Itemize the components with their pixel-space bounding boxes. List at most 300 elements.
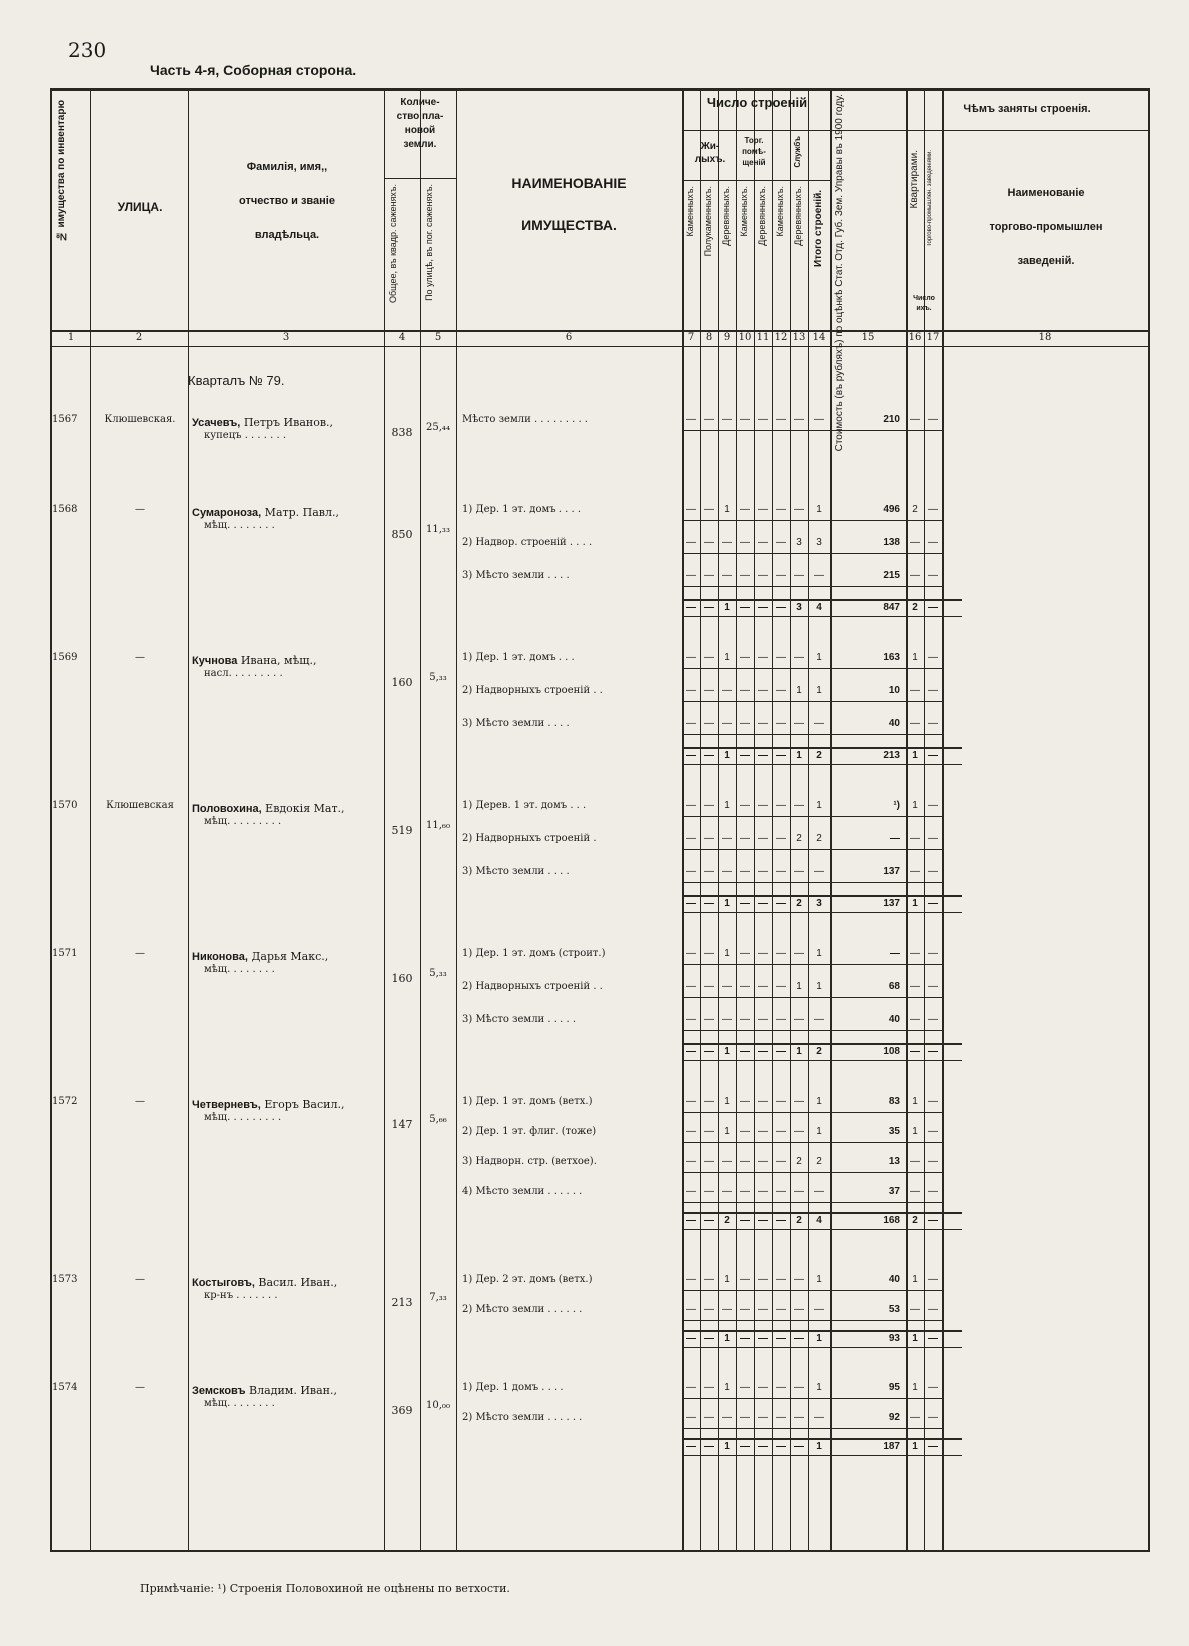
total-c16: 2 — [912, 602, 918, 613]
entry-number: 1574 — [52, 1382, 78, 1393]
total-c14: 4 — [816, 1215, 822, 1226]
total-c14: 1 — [816, 1441, 822, 1452]
row-rule — [682, 1330, 962, 1332]
total-c9: 1 — [724, 1333, 730, 1344]
owner-given-names: Петръ Иванов., — [240, 416, 334, 429]
item-c16: — — [910, 833, 920, 844]
item-c7: — — [686, 1274, 696, 1285]
header-owner: Фамилія, имя,, — [246, 161, 328, 173]
item-name: 1) Дер. 1 домъ . . . . — [462, 1382, 564, 1393]
row-rule — [682, 1172, 942, 1173]
total-c11: — — [758, 1441, 768, 1452]
item-c11: — — [758, 800, 768, 811]
item-c15: 35 — [888, 1126, 900, 1137]
item-c7: — — [686, 1412, 696, 1423]
column-number: 7 — [687, 332, 695, 343]
total-c9: 1 — [724, 750, 730, 761]
total-c13: 1 — [796, 750, 802, 761]
owner-surname: Земсковъ — [192, 1385, 246, 1397]
owner-given-names: Владим. Иван., — [245, 1384, 338, 1397]
item-c17: — — [928, 570, 938, 581]
item-c17: — — [928, 1412, 938, 1423]
total-c7: — — [686, 898, 696, 909]
item-c8: — — [704, 414, 714, 425]
column-rule — [188, 88, 189, 1550]
item-c10: — — [740, 1382, 750, 1393]
owner-given-names: Ивана, мѣщ., — [237, 654, 317, 667]
header-service-group: Службъ — [793, 136, 802, 168]
item-name: 3) Мѣсто земли . . . . — [462, 866, 570, 877]
item-c11: — — [758, 1156, 768, 1167]
item-c15: 68 — [888, 981, 900, 992]
item-c13: — — [794, 1274, 804, 1285]
item-c13: — — [794, 1304, 804, 1315]
total-c17: — — [928, 602, 938, 613]
item-c16: — — [910, 866, 920, 877]
total-c14: 2 — [816, 1046, 822, 1057]
item-c7: — — [686, 1014, 696, 1025]
page-number: 230 — [68, 38, 107, 62]
item-name: 2) Мѣсто земли . . . . . . — [462, 1304, 583, 1315]
header-count-label: ихъ. — [916, 305, 932, 312]
total-c9: 1 — [724, 1046, 730, 1057]
item-c14: 1 — [816, 652, 822, 663]
total-c10: — — [740, 1046, 750, 1057]
total-c13: 2 — [796, 1215, 802, 1226]
item-c8: — — [704, 800, 714, 811]
owner-given-names: Васил. Иван., — [254, 1276, 338, 1289]
item-c17: — — [928, 866, 938, 877]
column-number: 10 — [738, 332, 752, 343]
item-c17: — — [928, 685, 938, 696]
item-c17: — — [928, 1274, 938, 1285]
item-c16: — — [910, 1186, 920, 1197]
item-c10: — — [740, 1014, 750, 1025]
header-apartments: Квартирами. — [909, 150, 920, 209]
item-c17: — — [928, 1186, 938, 1197]
owner-surname: Костыговъ, — [192, 1277, 255, 1289]
row-rule — [682, 1347, 962, 1348]
header-c11: Деревянныхъ. — [757, 186, 767, 246]
row-rule — [682, 553, 942, 554]
row-rule — [682, 430, 942, 431]
total-c11: — — [758, 1215, 768, 1226]
item-c12: — — [776, 981, 786, 992]
header-valuation: Стоимость (въ рубляхъ) по оцѣнкѣ Стат. Отд. Губ. Зем. Управы въ 1900 году. — [834, 94, 845, 452]
item-c8: — — [704, 504, 714, 515]
item-name: 4) Мѣсто земли . . . . . . — [462, 1186, 583, 1197]
item-c11: — — [758, 981, 768, 992]
footnote: Примѣчаніе: ¹) Строенія Половохиной не оцѣнены по ветхости. — [140, 1582, 510, 1595]
entry-street: Клюшевская. — [104, 414, 176, 425]
row-rule — [384, 178, 456, 179]
item-c11: — — [758, 1126, 768, 1137]
column-number: 14 — [812, 332, 826, 343]
item-c8: — — [704, 570, 714, 581]
item-c7: — — [686, 948, 696, 959]
item-c16: 1 — [912, 1274, 918, 1285]
item-c16: 1 — [912, 800, 918, 811]
item-c8: — — [704, 1382, 714, 1393]
column-number: 17 — [926, 332, 940, 343]
total-c16: 1 — [912, 750, 918, 761]
item-c12: — — [776, 1382, 786, 1393]
item-c14: 1 — [816, 948, 822, 959]
item-c8: — — [704, 981, 714, 992]
column-number: 5 — [434, 332, 442, 343]
total-c16: — — [910, 1046, 920, 1057]
total-c9: 1 — [724, 1441, 730, 1452]
header-land-group: земли. — [403, 139, 437, 150]
row-rule — [682, 1455, 962, 1456]
item-c11: — — [758, 537, 768, 548]
item-c8: — — [704, 1156, 714, 1167]
entry-owner — [192, 506, 382, 519]
item-c8: — — [704, 1412, 714, 1423]
entry-owner — [192, 1384, 382, 1397]
row-rule — [682, 1112, 942, 1113]
item-c8: — — [704, 1186, 714, 1197]
item-c10: — — [740, 537, 750, 548]
item-c7: — — [686, 685, 696, 696]
item-c9: — — [722, 1304, 732, 1315]
item-c7: — — [686, 414, 696, 425]
item-c10: — — [740, 1412, 750, 1423]
total-c17: — — [928, 898, 938, 909]
row-rule — [682, 849, 942, 850]
row-rule — [682, 616, 962, 617]
header-owner: владѣльца. — [254, 229, 320, 241]
item-c13: — — [794, 1382, 804, 1393]
row-rule — [682, 1438, 962, 1440]
total-c7: — — [686, 602, 696, 613]
item-c13: — — [794, 504, 804, 515]
total-c13: 3 — [796, 602, 802, 613]
item-c12: — — [776, 1186, 786, 1197]
item-c14: — — [814, 718, 824, 729]
row-rule — [682, 668, 942, 669]
item-c9: — — [722, 685, 732, 696]
column-rule — [384, 88, 385, 1550]
column-rule — [90, 88, 91, 1550]
header-buildings-group: Число строеній — [706, 95, 808, 110]
column-number: 2 — [135, 332, 143, 343]
item-c15: 53 — [888, 1304, 900, 1315]
item-name: 3) Мѣсто земли . . . . . — [462, 1014, 576, 1025]
item-c8: — — [704, 685, 714, 696]
total-c17: — — [928, 1333, 938, 1344]
item-c14: — — [814, 1412, 824, 1423]
row-rule — [682, 1320, 942, 1321]
item-name: 2) Надвор. строеній . . . . — [462, 537, 593, 548]
header-living-group: Жи- — [700, 141, 720, 152]
entry-number: 1567 — [52, 414, 78, 425]
item-c15: 92 — [888, 1412, 900, 1423]
header-enterprise-name: заведеній. — [1017, 255, 1075, 267]
item-c10: — — [740, 1274, 750, 1285]
item-name: Мѣсто земли . . . . . . . . . — [462, 414, 588, 425]
total-c10: — — [740, 602, 750, 613]
item-c13: — — [794, 414, 804, 425]
entry-street: — — [135, 1382, 145, 1393]
item-c10: — — [740, 1156, 750, 1167]
item-c14: 2 — [816, 833, 822, 844]
header-c13: Деревянныхъ. — [793, 186, 803, 246]
entry-owner — [192, 654, 382, 667]
entry-owner — [192, 950, 382, 963]
item-c10: — — [740, 1304, 750, 1315]
total-c12: — — [776, 602, 786, 613]
header-c7: Каменныхъ. — [685, 186, 695, 237]
header-enterprise-name: Наименованіе — [1007, 187, 1085, 199]
item-c12: — — [776, 866, 786, 877]
header-living-group: лыхъ. — [694, 154, 726, 165]
header-c10: Каменныхъ. — [739, 186, 749, 237]
column-number: 12 — [774, 332, 788, 343]
entry-street: — — [135, 1274, 145, 1285]
row-rule — [682, 1202, 942, 1203]
total-c8: — — [704, 1441, 714, 1452]
total-c9: 1 — [724, 602, 730, 613]
item-c16: — — [910, 981, 920, 992]
total-c8: — — [704, 1046, 714, 1057]
row-rule — [682, 520, 942, 521]
entry-owner — [192, 1098, 382, 1111]
item-c10: — — [740, 1186, 750, 1197]
item-c7: — — [686, 652, 696, 663]
header-land-group: новой — [404, 125, 436, 136]
item-c7: — — [686, 1382, 696, 1393]
total-c12: — — [776, 1215, 786, 1226]
item-c16: — — [910, 1304, 920, 1315]
item-c17: — — [928, 1304, 938, 1315]
item-c14: 1 — [816, 800, 822, 811]
total-c14: 3 — [816, 898, 822, 909]
item-c14: 3 — [816, 537, 822, 548]
column-number: 16 — [908, 332, 922, 343]
owner-given-names: Матр. Павл., — [261, 506, 339, 519]
row-rule — [682, 997, 942, 998]
header-occupied-group: Чѣмъ заняты строенія. — [963, 103, 1091, 115]
header-property-name: ИМУЩЕСТВА. — [521, 217, 617, 233]
row-rule — [682, 586, 942, 587]
column-number: 11 — [756, 332, 770, 343]
entry-owner-class: мѣщ. . . . . . . . . — [204, 1112, 282, 1123]
item-c10: — — [740, 981, 750, 992]
item-c14: 1 — [816, 1274, 822, 1285]
total-c15: 93 — [888, 1333, 900, 1344]
item-name: 3) Мѣсто земли . . . . — [462, 570, 570, 581]
row-rule — [682, 734, 942, 735]
item-c8: — — [704, 718, 714, 729]
entry-owner-class: мѣщ. . . . . . . . — [204, 520, 275, 531]
item-c11: — — [758, 570, 768, 581]
entry-street-front: 11,₃₃ — [426, 524, 450, 535]
owner-surname: Никонова, — [192, 951, 248, 963]
item-c8: — — [704, 1014, 714, 1025]
item-c14: — — [814, 1304, 824, 1315]
item-c15: 138 — [883, 537, 900, 548]
header-enterprise-name: торгово-промышлен — [989, 221, 1103, 233]
item-c9: 1 — [724, 504, 730, 515]
entry-owner-class: мѣщ. . . . . . . . — [204, 964, 275, 975]
item-c11: — — [758, 1274, 768, 1285]
item-name: 2) Мѣсто земли . . . . . . — [462, 1412, 583, 1423]
header-count-label: Число — [913, 295, 935, 302]
item-c9: — — [722, 866, 732, 877]
total-c13: — — [794, 1333, 804, 1344]
row-rule — [682, 1060, 962, 1061]
entry-street: — — [135, 948, 145, 959]
entry-owner-class: мѣщ. . . . . . . . — [204, 1398, 275, 1409]
item-c13: — — [794, 948, 804, 959]
item-c17: — — [928, 1096, 938, 1107]
item-c13: — — [794, 1096, 804, 1107]
item-c15: 40 — [888, 718, 900, 729]
item-c13: — — [794, 652, 804, 663]
item-c12: — — [776, 833, 786, 844]
item-c11: — — [758, 414, 768, 425]
item-c14: 1 — [816, 1126, 822, 1137]
item-c16: 1 — [912, 1382, 918, 1393]
item-c8: — — [704, 948, 714, 959]
item-c7: — — [686, 1304, 696, 1315]
item-c11: — — [758, 1186, 768, 1197]
item-c11: — — [758, 1304, 768, 1315]
header-trade-group: помѣ- — [742, 147, 766, 156]
item-c10: — — [740, 718, 750, 729]
item-name: 1) Дер. 1 эт. домъ (ветх.) — [462, 1096, 593, 1107]
item-c15: 13 — [888, 1156, 900, 1167]
item-c8: — — [704, 1274, 714, 1285]
total-c7: — — [686, 750, 696, 761]
item-c12: — — [776, 1274, 786, 1285]
total-c14: 4 — [816, 602, 822, 613]
item-c14: — — [814, 414, 824, 425]
running-head: Часть 4-я, Соборная сторона. — [150, 62, 357, 78]
item-c13: — — [794, 1412, 804, 1423]
item-c7: — — [686, 1126, 696, 1137]
entry-street: Клюшевская — [106, 800, 174, 811]
item-c9: — — [722, 1186, 732, 1197]
total-c11: — — [758, 898, 768, 909]
header-total-area: Общее, въ квадр. саженяхъ. — [388, 184, 398, 303]
total-c15: 187 — [883, 1441, 900, 1452]
total-c7: — — [686, 1441, 696, 1452]
entry-owner-class: насл. . . . . . . . . — [204, 668, 283, 679]
row-rule — [682, 1030, 942, 1031]
entry-number: 1568 — [52, 504, 78, 515]
row-rule — [682, 895, 962, 897]
entry-street-front: 10,₀₀ — [426, 1400, 450, 1411]
total-c15: 108 — [883, 1046, 900, 1057]
item-c15: 496 — [883, 504, 900, 515]
row-rule — [682, 599, 962, 601]
item-c9: 1 — [724, 1274, 730, 1285]
total-c13: 1 — [796, 1046, 802, 1057]
total-c9: 1 — [724, 898, 730, 909]
item-c15: 210 — [883, 414, 900, 425]
row-rule — [682, 1290, 942, 1291]
entry-number: 1572 — [52, 1096, 78, 1107]
item-c17: — — [928, 1126, 938, 1137]
entry-area: 160 — [391, 972, 413, 985]
item-c9: — — [722, 1014, 732, 1025]
item-c11: — — [758, 652, 768, 663]
owner-surname: Половохина, — [192, 803, 262, 815]
total-c8: — — [704, 1333, 714, 1344]
entry-number: 1569 — [52, 652, 78, 663]
item-c12: — — [776, 800, 786, 811]
total-c8: — — [704, 1215, 714, 1226]
entry-owner-class: купецъ . . . . . . . — [204, 430, 287, 441]
column-number: 1 — [67, 332, 75, 343]
item-c12: — — [776, 537, 786, 548]
item-c16: — — [910, 948, 920, 959]
item-c10: — — [740, 1096, 750, 1107]
item-c9: — — [722, 570, 732, 581]
item-c14: 1 — [816, 1096, 822, 1107]
entry-street-front: 5,₃₃ — [429, 672, 447, 683]
total-c15: 213 — [883, 750, 900, 761]
item-c7: — — [686, 833, 696, 844]
owner-surname: Сумароноза, — [192, 507, 262, 519]
row-rule — [906, 130, 1148, 131]
item-name: 1) Дер. 2 эт. домъ (ветх.) — [462, 1274, 593, 1285]
item-c14: 2 — [816, 1156, 822, 1167]
total-c7: — — [686, 1046, 696, 1057]
item-c17: — — [928, 800, 938, 811]
item-c13: 1 — [796, 981, 802, 992]
item-c16: 1 — [912, 652, 918, 663]
entry-area: 369 — [391, 1404, 413, 1417]
item-c17: — — [928, 504, 938, 515]
item-c9: 1 — [724, 1126, 730, 1137]
item-c10: — — [740, 414, 750, 425]
entry-street-front: 7,₃₃ — [429, 1292, 447, 1303]
column-number: 9 — [723, 332, 731, 343]
total-c17: — — [928, 750, 938, 761]
entry-street: — — [135, 1096, 145, 1107]
column-number: 8 — [705, 332, 713, 343]
row-rule — [682, 747, 962, 749]
item-c17: — — [928, 948, 938, 959]
item-c17: — — [928, 652, 938, 663]
item-c11: — — [758, 718, 768, 729]
item-c15: 83 — [888, 1096, 900, 1107]
item-c17: — — [928, 1014, 938, 1025]
total-c11: — — [758, 1333, 768, 1344]
item-c16: 1 — [912, 1096, 918, 1107]
entry-street-front: 25,₄₄ — [426, 422, 450, 433]
item-c17: — — [928, 833, 938, 844]
item-c11: — — [758, 1382, 768, 1393]
item-name: 3) Мѣсто земли . . . . — [462, 718, 570, 729]
item-c15: 137 — [883, 866, 900, 877]
total-c16: 1 — [912, 1333, 918, 1344]
item-c13: 3 — [796, 537, 802, 548]
total-c16: 1 — [912, 898, 918, 909]
row-rule — [682, 1428, 942, 1429]
row-rule — [52, 346, 1148, 347]
item-name: 2) Надворныхъ строеній . . — [462, 981, 603, 992]
item-c7: — — [686, 1186, 696, 1197]
item-c9: 1 — [724, 800, 730, 811]
item-c9: 1 — [724, 1382, 730, 1393]
item-name: 1) Дер. 1 эт. домъ . . . . — [462, 504, 582, 515]
entry-area: 147 — [391, 1118, 413, 1131]
item-c10: — — [740, 685, 750, 696]
